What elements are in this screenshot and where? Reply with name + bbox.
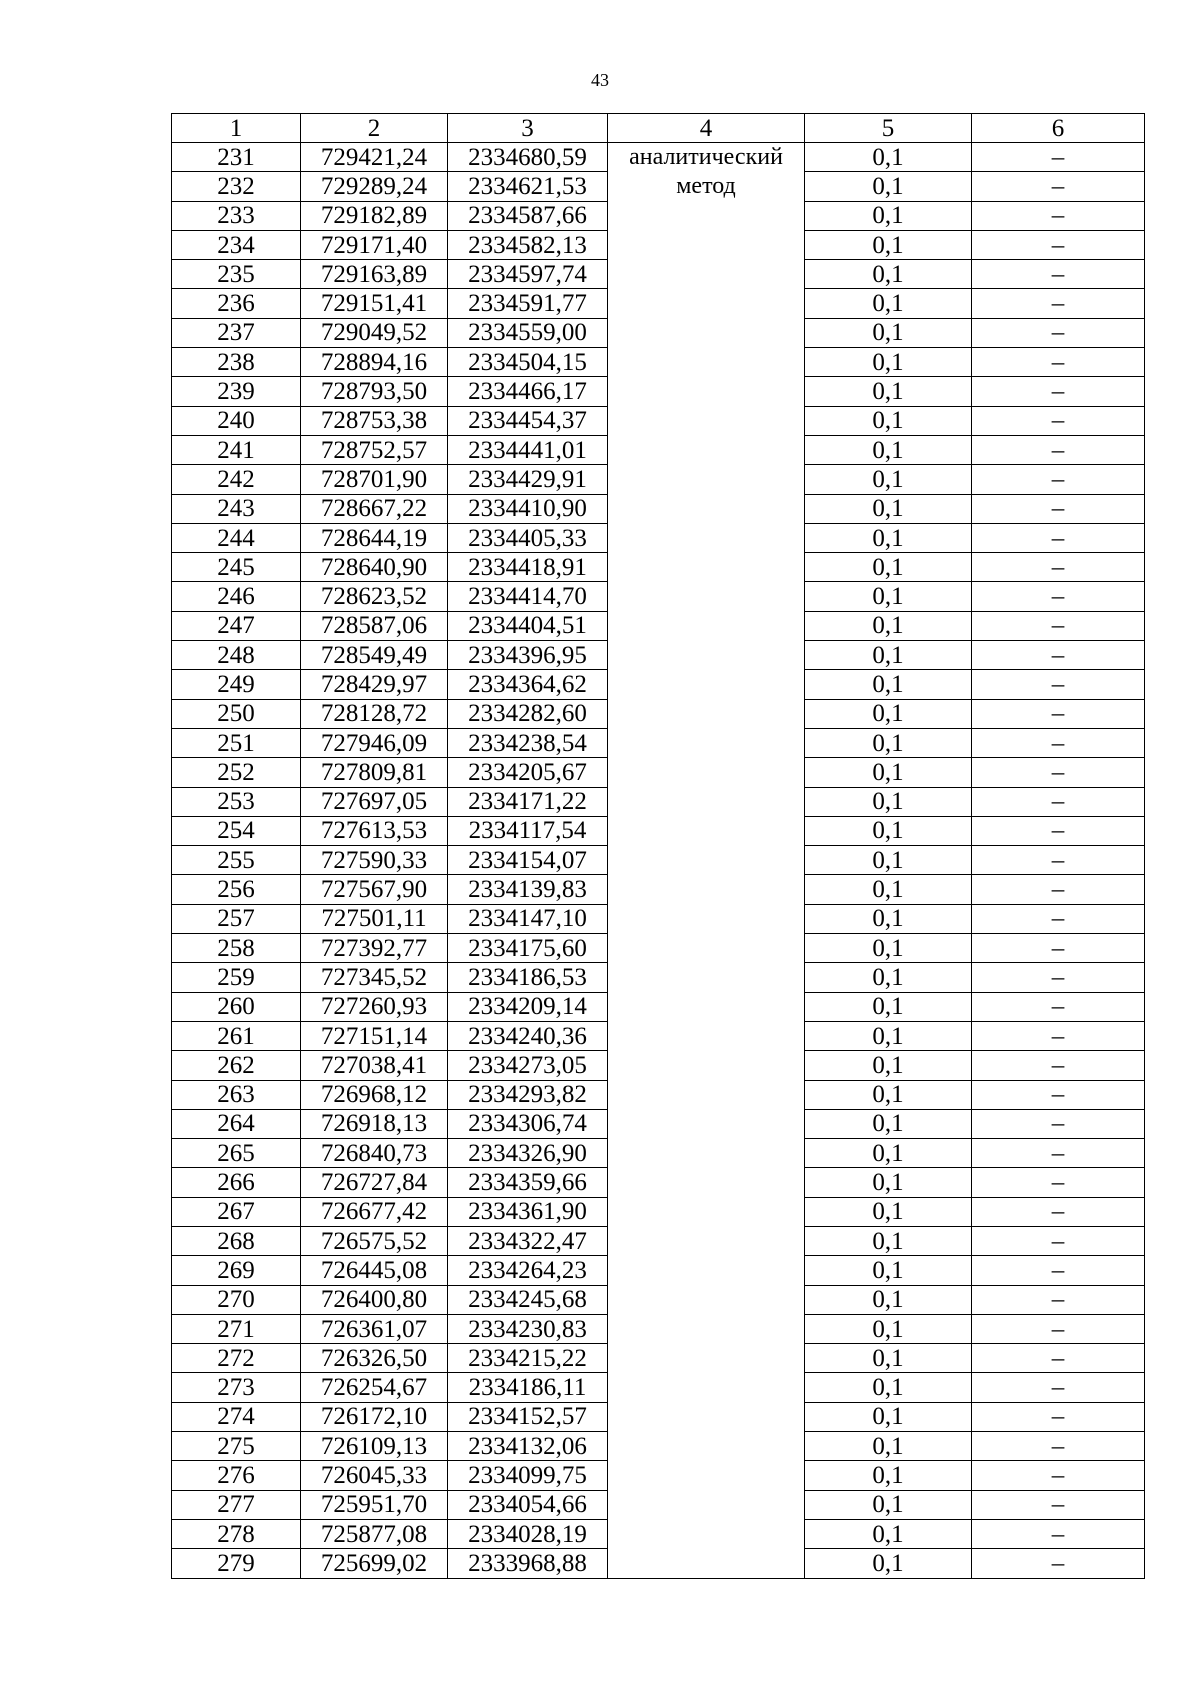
- accuracy-cell: 0,1: [805, 992, 972, 1021]
- accuracy-cell: 0,1: [805, 816, 972, 845]
- point-number-cell: 232: [172, 172, 301, 201]
- note-cell: –: [972, 1373, 1145, 1402]
- accuracy-cell: 0,1: [805, 1373, 972, 1402]
- y-coordinate-cell: 2334326,90: [448, 1139, 608, 1168]
- point-number-cell: 237: [172, 318, 301, 347]
- x-coordinate-cell: 727501,11: [301, 904, 448, 933]
- point-number-cell: 254: [172, 816, 301, 845]
- accuracy-cell: 0,1: [805, 758, 972, 787]
- x-coordinate-cell: 728667,22: [301, 494, 448, 523]
- note-cell: –: [972, 260, 1145, 289]
- accuracy-cell: 0,1: [805, 1402, 972, 1431]
- x-coordinate-cell: 729163,89: [301, 260, 448, 289]
- point-number-cell: 250: [172, 699, 301, 728]
- note-cell: –: [972, 816, 1145, 845]
- point-number-cell: 236: [172, 289, 301, 318]
- x-coordinate-cell: 726727,84: [301, 1168, 448, 1197]
- point-number-cell: 270: [172, 1285, 301, 1314]
- x-coordinate-cell: 729151,41: [301, 289, 448, 318]
- x-coordinate-cell: 727260,93: [301, 992, 448, 1021]
- y-coordinate-cell: 2334171,22: [448, 787, 608, 816]
- x-coordinate-cell: 729289,24: [301, 172, 448, 201]
- accuracy-cell: 0,1: [805, 875, 972, 904]
- x-coordinate-cell: 728793,50: [301, 377, 448, 406]
- x-coordinate-cell: 728753,38: [301, 406, 448, 435]
- point-number-cell: 261: [172, 1021, 301, 1050]
- note-cell: –: [972, 1080, 1145, 1109]
- accuracy-cell: 0,1: [805, 1197, 972, 1226]
- accuracy-cell: 0,1: [805, 435, 972, 464]
- y-coordinate-cell: 2334441,01: [448, 435, 608, 464]
- y-coordinate-cell: 2334454,37: [448, 406, 608, 435]
- note-cell: –: [972, 934, 1145, 963]
- header-cell-5: 5: [805, 114, 972, 143]
- point-number-cell: 247: [172, 611, 301, 640]
- accuracy-cell: 0,1: [805, 465, 972, 494]
- point-number-cell: 260: [172, 992, 301, 1021]
- y-coordinate-cell: 2334264,23: [448, 1256, 608, 1285]
- accuracy-cell: 0,1: [805, 1314, 972, 1343]
- note-cell: –: [972, 1139, 1145, 1168]
- y-coordinate-cell: 2334230,83: [448, 1314, 608, 1343]
- method-cell: [608, 143, 805, 1579]
- point-number-cell: 252: [172, 758, 301, 787]
- y-coordinate-cell: 2334273,05: [448, 1051, 608, 1080]
- y-coordinate-cell: 2334582,13: [448, 230, 608, 259]
- point-number-cell: 264: [172, 1109, 301, 1138]
- accuracy-cell: 0,1: [805, 670, 972, 699]
- point-number-cell: 238: [172, 348, 301, 377]
- accuracy-cell: 0,1: [805, 318, 972, 347]
- x-coordinate-cell: 727567,90: [301, 875, 448, 904]
- point-number-cell: 253: [172, 787, 301, 816]
- y-coordinate-cell: 2334621,53: [448, 172, 608, 201]
- note-cell: –: [972, 435, 1145, 464]
- note-cell: –: [972, 1256, 1145, 1285]
- x-coordinate-cell: 728894,16: [301, 348, 448, 377]
- point-number-cell: 274: [172, 1402, 301, 1431]
- accuracy-cell: 0,1: [805, 494, 972, 523]
- accuracy-cell: 0,1: [805, 846, 972, 875]
- accuracy-cell: 0,1: [805, 553, 972, 582]
- accuracy-cell: 0,1: [805, 1549, 972, 1578]
- note-cell: –: [972, 1432, 1145, 1461]
- header-cell-3: 3: [448, 114, 608, 143]
- point-number-cell: 256: [172, 875, 301, 904]
- note-cell: –: [972, 641, 1145, 670]
- x-coordinate-cell: 726326,50: [301, 1344, 448, 1373]
- point-number-cell: 263: [172, 1080, 301, 1109]
- point-number-cell: 267: [172, 1197, 301, 1226]
- y-coordinate-cell: 2334364,62: [448, 670, 608, 699]
- note-cell: –: [972, 1226, 1145, 1255]
- x-coordinate-cell: 725951,70: [301, 1490, 448, 1519]
- y-coordinate-cell: 2334186,11: [448, 1373, 608, 1402]
- x-coordinate-cell: 726109,13: [301, 1432, 448, 1461]
- y-coordinate-cell: 2334099,75: [448, 1461, 608, 1490]
- y-coordinate-cell: 2334132,06: [448, 1432, 608, 1461]
- page-number: 43: [591, 70, 609, 90]
- note-cell: –: [972, 611, 1145, 640]
- x-coordinate-cell: 726400,80: [301, 1285, 448, 1314]
- note-cell: –: [972, 758, 1145, 787]
- note-cell: –: [972, 377, 1145, 406]
- accuracy-cell: 0,1: [805, 1519, 972, 1548]
- x-coordinate-cell: 728752,57: [301, 435, 448, 464]
- accuracy-cell: 0,1: [805, 699, 972, 728]
- note-cell: –: [972, 1051, 1145, 1080]
- y-coordinate-cell: 2334466,17: [448, 377, 608, 406]
- note-cell: –: [972, 201, 1145, 230]
- accuracy-cell: 0,1: [805, 1432, 972, 1461]
- point-number-cell: 241: [172, 435, 301, 464]
- point-number-cell: 251: [172, 728, 301, 757]
- note-cell: –: [972, 348, 1145, 377]
- table-header-row: [172, 114, 1145, 143]
- point-number-cell: 239: [172, 377, 301, 406]
- header-cell-1: 1: [172, 114, 301, 143]
- point-number-cell: 273: [172, 1373, 301, 1402]
- accuracy-cell: 0,1: [805, 1080, 972, 1109]
- point-number-cell: 240: [172, 406, 301, 435]
- accuracy-cell: 0,1: [805, 1256, 972, 1285]
- point-number-cell: 269: [172, 1256, 301, 1285]
- point-number-cell: 248: [172, 641, 301, 670]
- point-number-cell: 257: [172, 904, 301, 933]
- y-coordinate-cell: 2334205,67: [448, 758, 608, 787]
- accuracy-cell: 0,1: [805, 348, 972, 377]
- y-coordinate-cell: 2334175,60: [448, 934, 608, 963]
- note-cell: –: [972, 1285, 1145, 1314]
- y-coordinate-cell: 2334245,68: [448, 1285, 608, 1314]
- note-cell: –: [972, 699, 1145, 728]
- x-coordinate-cell: 729421,24: [301, 143, 448, 172]
- accuracy-cell: 0,1: [805, 641, 972, 670]
- x-coordinate-cell: 727345,52: [301, 963, 448, 992]
- point-number-cell: 272: [172, 1344, 301, 1373]
- point-number-cell: 278: [172, 1519, 301, 1548]
- x-coordinate-cell: 727392,77: [301, 934, 448, 963]
- x-coordinate-cell: 726445,08: [301, 1256, 448, 1285]
- y-coordinate-cell: 2334240,36: [448, 1021, 608, 1050]
- note-cell: –: [972, 1109, 1145, 1138]
- x-coordinate-cell: 725699,02: [301, 1549, 448, 1578]
- point-number-cell: 265: [172, 1139, 301, 1168]
- note-cell: –: [972, 904, 1145, 933]
- accuracy-cell: 0,1: [805, 523, 972, 552]
- accuracy-cell: 0,1: [805, 406, 972, 435]
- accuracy-cell: 0,1: [805, 201, 972, 230]
- point-number-cell: 259: [172, 963, 301, 992]
- accuracy-cell: 0,1: [805, 1461, 972, 1490]
- note-cell: –: [972, 406, 1145, 435]
- y-coordinate-cell: 2334282,60: [448, 699, 608, 728]
- x-coordinate-cell: 728623,52: [301, 582, 448, 611]
- x-coordinate-cell: 727151,14: [301, 1021, 448, 1050]
- y-coordinate-cell: 2334361,90: [448, 1197, 608, 1226]
- point-number-cell: 262: [172, 1051, 301, 1080]
- y-coordinate-cell: 2334028,19: [448, 1519, 608, 1548]
- note-cell: –: [972, 728, 1145, 757]
- y-coordinate-cell: 2334139,83: [448, 875, 608, 904]
- point-number-cell: 249: [172, 670, 301, 699]
- x-coordinate-cell: 726840,73: [301, 1139, 448, 1168]
- accuracy-cell: 0,1: [805, 1051, 972, 1080]
- point-number-cell: 268: [172, 1226, 301, 1255]
- point-number-cell: 277: [172, 1490, 301, 1519]
- accuracy-cell: 0,1: [805, 260, 972, 289]
- x-coordinate-cell: 727946,09: [301, 728, 448, 757]
- note-cell: –: [972, 494, 1145, 523]
- note-cell: –: [972, 289, 1145, 318]
- note-cell: –: [972, 1344, 1145, 1373]
- y-coordinate-cell: 2334418,91: [448, 553, 608, 582]
- x-coordinate-cell: 728549,49: [301, 641, 448, 670]
- point-number-cell: 235: [172, 260, 301, 289]
- y-coordinate-cell: 2334359,66: [448, 1168, 608, 1197]
- x-coordinate-cell: 726575,52: [301, 1226, 448, 1255]
- note-cell: –: [972, 1021, 1145, 1050]
- point-number-cell: 234: [172, 230, 301, 259]
- x-coordinate-cell: 726045,33: [301, 1461, 448, 1490]
- note-cell: –: [972, 670, 1145, 699]
- x-coordinate-cell: 727809,81: [301, 758, 448, 787]
- y-coordinate-cell: 2334306,74: [448, 1109, 608, 1138]
- accuracy-cell: 0,1: [805, 1109, 972, 1138]
- accuracy-cell: 0,1: [805, 172, 972, 201]
- accuracy-cell: 0,1: [805, 1139, 972, 1168]
- accuracy-cell: 0,1: [805, 787, 972, 816]
- accuracy-cell: 0,1: [805, 582, 972, 611]
- method-line: аналитический: [629, 144, 783, 170]
- header-cell-2: 2: [301, 114, 448, 143]
- note-cell: –: [972, 553, 1145, 582]
- y-coordinate-cell: 2334215,22: [448, 1344, 608, 1373]
- y-coordinate-cell: 2334054,66: [448, 1490, 608, 1519]
- accuracy-cell: 0,1: [805, 143, 972, 172]
- accuracy-cell: 0,1: [805, 728, 972, 757]
- note-cell: –: [972, 1197, 1145, 1226]
- note-cell: –: [972, 963, 1145, 992]
- accuracy-cell: 0,1: [805, 377, 972, 406]
- accuracy-cell: 0,1: [805, 1490, 972, 1519]
- header-cell-4: 4: [608, 114, 805, 143]
- y-coordinate-cell: 2334322,47: [448, 1226, 608, 1255]
- note-cell: –: [972, 318, 1145, 347]
- accuracy-cell: 0,1: [805, 230, 972, 259]
- note-cell: –: [972, 143, 1145, 172]
- note-cell: –: [972, 582, 1145, 611]
- point-number-cell: 276: [172, 1461, 301, 1490]
- note-cell: –: [972, 992, 1145, 1021]
- note-cell: –: [972, 172, 1145, 201]
- coordinates-table: [171, 113, 1145, 1579]
- point-number-cell: 233: [172, 201, 301, 230]
- note-cell: –: [972, 523, 1145, 552]
- x-coordinate-cell: 728429,97: [301, 670, 448, 699]
- y-coordinate-cell: 2334680,59: [448, 143, 608, 172]
- point-number-cell: 243: [172, 494, 301, 523]
- method-line: метод: [676, 173, 736, 199]
- table-body: [172, 114, 1145, 1579]
- point-number-cell: 258: [172, 934, 301, 963]
- note-cell: –: [972, 1168, 1145, 1197]
- x-coordinate-cell: 728644,19: [301, 523, 448, 552]
- point-number-cell: 231: [172, 143, 301, 172]
- accuracy-cell: 0,1: [805, 289, 972, 318]
- point-number-cell: 245: [172, 553, 301, 582]
- y-coordinate-cell: 2334154,07: [448, 846, 608, 875]
- y-coordinate-cell: 2334597,74: [448, 260, 608, 289]
- accuracy-cell: 0,1: [805, 611, 972, 640]
- note-cell: –: [972, 846, 1145, 875]
- point-number-cell: 279: [172, 1549, 301, 1578]
- accuracy-cell: 0,1: [805, 904, 972, 933]
- y-coordinate-cell: 2334410,90: [448, 494, 608, 523]
- x-coordinate-cell: 728128,72: [301, 699, 448, 728]
- accuracy-cell: 0,1: [805, 963, 972, 992]
- x-coordinate-cell: 727613,53: [301, 816, 448, 845]
- x-coordinate-cell: 729182,89: [301, 201, 448, 230]
- point-number-cell: 275: [172, 1432, 301, 1461]
- note-cell: –: [972, 1402, 1145, 1431]
- x-coordinate-cell: 726968,12: [301, 1080, 448, 1109]
- y-coordinate-cell: 2334429,91: [448, 465, 608, 494]
- x-coordinate-cell: 726254,67: [301, 1373, 448, 1402]
- header-cell-6: 6: [972, 114, 1145, 143]
- point-number-cell: 242: [172, 465, 301, 494]
- y-coordinate-cell: 2334504,15: [448, 348, 608, 377]
- y-coordinate-cell: 2334293,82: [448, 1080, 608, 1109]
- table-row: [172, 143, 1145, 172]
- y-coordinate-cell: 2334559,00: [448, 318, 608, 347]
- x-coordinate-cell: 728701,90: [301, 465, 448, 494]
- y-coordinate-cell: 2334152,57: [448, 1402, 608, 1431]
- x-coordinate-cell: 726172,10: [301, 1402, 448, 1431]
- note-cell: –: [972, 787, 1145, 816]
- y-coordinate-cell: 2334404,51: [448, 611, 608, 640]
- y-coordinate-cell: 2334209,14: [448, 992, 608, 1021]
- y-coordinate-cell: 2333968,88: [448, 1549, 608, 1578]
- point-number-cell: 255: [172, 846, 301, 875]
- y-coordinate-cell: 2334117,54: [448, 816, 608, 845]
- accuracy-cell: 0,1: [805, 1021, 972, 1050]
- x-coordinate-cell: 726918,13: [301, 1109, 448, 1138]
- note-cell: –: [972, 465, 1145, 494]
- y-coordinate-cell: 2334396,95: [448, 641, 608, 670]
- x-coordinate-cell: 729171,40: [301, 230, 448, 259]
- x-coordinate-cell: 726361,07: [301, 1314, 448, 1343]
- note-cell: –: [972, 1519, 1145, 1548]
- y-coordinate-cell: 2334405,33: [448, 523, 608, 552]
- x-coordinate-cell: 728587,06: [301, 611, 448, 640]
- y-coordinate-cell: 2334147,10: [448, 904, 608, 933]
- x-coordinate-cell: 727038,41: [301, 1051, 448, 1080]
- accuracy-cell: 0,1: [805, 1344, 972, 1373]
- note-cell: –: [972, 1490, 1145, 1519]
- x-coordinate-cell: 725877,08: [301, 1519, 448, 1548]
- accuracy-cell: 0,1: [805, 934, 972, 963]
- note-cell: –: [972, 230, 1145, 259]
- x-coordinate-cell: 727697,05: [301, 787, 448, 816]
- note-cell: –: [972, 1314, 1145, 1343]
- y-coordinate-cell: 2334587,66: [448, 201, 608, 230]
- point-number-cell: 271: [172, 1314, 301, 1343]
- point-number-cell: 266: [172, 1168, 301, 1197]
- y-coordinate-cell: 2334591,77: [448, 289, 608, 318]
- x-coordinate-cell: 727590,33: [301, 846, 448, 875]
- note-cell: –: [972, 1461, 1145, 1490]
- accuracy-cell: 0,1: [805, 1226, 972, 1255]
- x-coordinate-cell: 729049,52: [301, 318, 448, 347]
- y-coordinate-cell: 2334238,54: [448, 728, 608, 757]
- note-cell: –: [972, 1549, 1145, 1578]
- x-coordinate-cell: 728640,90: [301, 553, 448, 582]
- y-coordinate-cell: 2334186,53: [448, 963, 608, 992]
- y-coordinate-cell: 2334414,70: [448, 582, 608, 611]
- x-coordinate-cell: 726677,42: [301, 1197, 448, 1226]
- accuracy-cell: 0,1: [805, 1285, 972, 1314]
- point-number-cell: 246: [172, 582, 301, 611]
- point-number-cell: 244: [172, 523, 301, 552]
- note-cell: –: [972, 875, 1145, 904]
- accuracy-cell: 0,1: [805, 1168, 972, 1197]
